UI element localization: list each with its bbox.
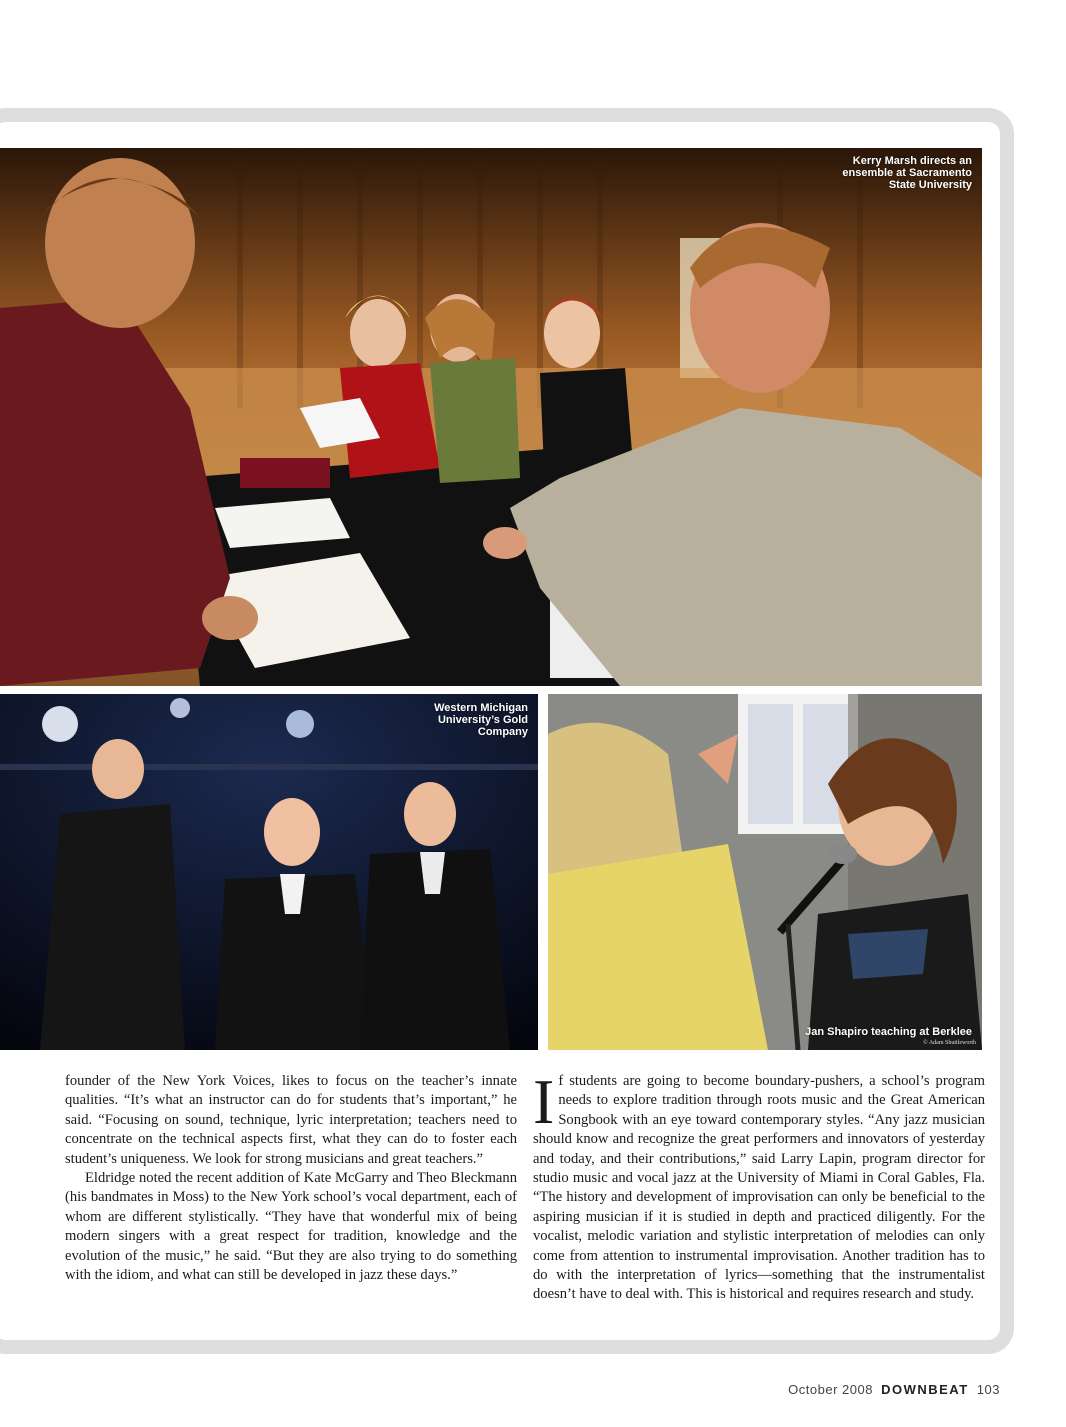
page-number: 103 [976,1382,1000,1397]
article-paragraph [533,1066,985,1305]
rehearsal-photo [0,148,982,686]
photo-caption: Western Michigan University’s Gold Company [434,702,528,738]
article-paragraph: founder of the New York Voices, likes to focus on the teacher’s innate qualities. “It’s what an instructor can do for students that’s important,” he said. “Focusing on sound, technique, lyric interpretation; teachers need to concentrate on the technical aspects first, what they can do to foster each student’s uniqueness. We look for strong musicians and great teachers.” [65,1073,517,1167]
magazine-name: DOWNBEAT [881,1382,969,1397]
photo-caption: Jan Shapiro teaching at Berklee [805,1026,972,1038]
berklee-photo [548,694,982,1050]
article-left-column [65,1072,517,1285]
photo-credit: © Adam Shuttleworth [923,1040,976,1046]
page-footer [788,1382,1000,1397]
drop-cap: I [533,1066,555,1137]
berklee-photo-image [548,694,982,1050]
article-right-column [533,1066,985,1305]
gold-company-photo-image [0,694,538,1050]
gold-company-photo [0,694,538,1050]
article-paragraph: Eldridge noted the recent addition of Kate McGarry and Theo Bleckmann (his bandmates in Moss) to the New York school’s vocal department, each of whom are different stylistically. “They have that wonderful mix of being modern singers with a great respect for tradition, knowledge and the evolution of the music,” he said. “But they are also trying to do something with the idiom, and what can still be developed in jazz these days.” [65,1170,517,1284]
rehearsal-photo-image [0,148,982,686]
photo-caption: Kerry Marsh directs an ensemble at Sacramento State University [842,155,972,191]
article-paragraph-text: f students are going to become boundary-pushers, a school’s program needs to explore tradition through roots music and the Great American Songbook with an eye toward contemporary styles. “Any jazz musician should know and recognize the great performers and innovators of yesterday and today, and their contributions,” said Larry Lapin, program director for studio music and vocal jazz at the University of Miami in Coral Gables, Fla. “The history and development of improvisation can only be beneficial to the aspiring musician if it is studied in depth and practiced diligently. For the vocalist, melodic variation and stylistic interpretation of melodies can only come from attention to instrumental improvisation. Another tradition has to do with the interpretation of lyrics—something that the instrumentalist doesn’t have to deal with. This is historical and requires research and study. [533,1073,985,1303]
issue-date: October 2008 [788,1382,873,1397]
